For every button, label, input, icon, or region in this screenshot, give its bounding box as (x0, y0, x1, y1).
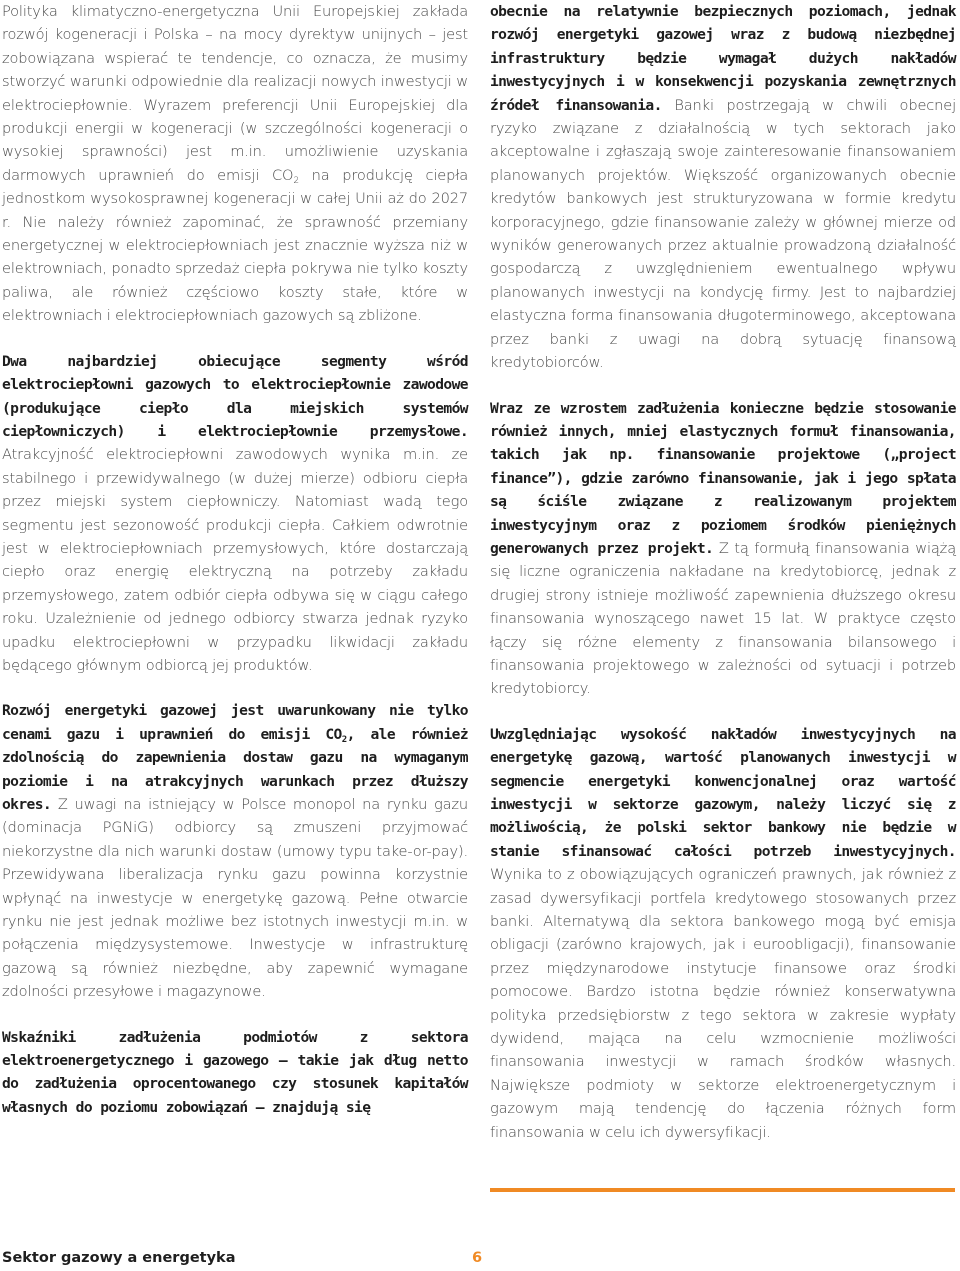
paragraph-lead: Wraz ze wzrostem zadłużenia konieczne będzie stosowanie również innych, mniej elastycznych formuł finansowania, takich jak np. finansowanie projektowe („project finance”), gdzie zarówno finansowanie, jak i jego spłata są ściśle związane z realizowanym projektem inwestycyjnym oraz z poziomem środków pieniężnych generowanych przez projekt. (490, 399, 956, 557)
paragraph-lead: Wskaźniki zadłużenia podmiotów z sektora elektroenergetycznego i gazowego – takie jak dług netto do zadłużenia oprocentowanego czy stosunek kapitałów własnych do poziomu zobowiązań – znajdują się (2, 1028, 468, 1116)
footer-title: Sektor gazowy a energetyka (2, 1250, 236, 1266)
left-column (2, 0, 468, 1141)
paragraph-finansowanie: obecnie na relatywnie bezpiecznych poziomach, jednak rozwój energetyki gazowej wraz z budową niezbędnej infrastruktury będzie wymagał dużych nakładów inwestycyjnych i w konsekwencji pozyskania zewnętrznych źródeł finansowania. Banki postrzegają w chwili obecnej ryzyko związane z działalnością w tych sektorach jako akceptowalne i zgłaszają swoje zainteresowanie finansowaniem planowanych projektów. Większość organizowanych obecnie kredytów bankowych jest strukturyzowana w formie kredytu korporacyjnego, gdzie finansowanie zależy w głównej mierze od wyników generowanych przez aktualnie prowadzoną działalność gospodarczą z uwzględnieniem ewentualnego wpływu planowanych inwestycji na kondycję firmy. Jest to najbardziej elastyczna forma finansowania długoterminowego, akceptowana przez banki z uwagi na dobrą sytuację finansową kredytobiorców. (490, 3, 956, 372)
paragraph-sektor-bankowy: Uwzględniając wysokość nakładów inwestycyjnych na energetykę gazową, wartość planowanych inwestycji w segmencie energetyki konwencjonalnej oraz wartość inwestycji w sektorze gazowym, należy liczyć się z możliwością, że polski sektor bankowy nie będzie w stanie sfinansować całości potrzeb inwestycyjnych. Wynika to z obowiązujących ograniczeń prawnych, jak również z zasad dywersyfikacji portfela kredytowego stosowanych przez banki. Alternatywą dla sektora bankowego mogą być emisja obligacji (zarówno krajowych, jak i euroobligacji), finansowanie przez międzynarodowe instytucje finansowe oraz środki pomocowe. Bardzo istotna będzie również konserwatywna polityka przedsiębiorstw z tego sektora w zakresie wypłaty dywidend, mająca na celu wzmocnienie możliwości finansowania inwestycji w ramach środków własnych. Największe podmioty w sektorze elektroenergetycznym i gazowym mają tendencję do łączenia różnych form finansowania w celu ich dywersyfikacji. (490, 725, 956, 1141)
accent-rule (490, 1188, 955, 1192)
paragraph-segmenty: Dwa najbardziej obiecujące segmenty wśród elektrociepłowni gazowych to elektrociepłownie zawodowe (produkujące ciepło dla miejskich systemów ciepłowniczych) i elektrociepłownie przemysłowe. Atrakcyjność elektrociepłowni zawodowych wynika m.in. ze stabilnego i przewidywalnego (w dużej mierze) odbioru ciepła przez miejski system ciepłowniczy. Natomiast wadą tego segmentu jest sezonowość produkcji ciepła. Całkiem odwrotnie jest w elektrociepłowniach przemysłowych, które dostarczają ciepło oraz energię elektryczną na potrzeby zakładu przemysłowego, zatem odbiór ciepła odbywa się w ciągu całego roku. Uzależnienie od jednego odbiorcy stwarza jednak ryzyko upadku elektrociepłowni w przypadku likwidacji zakładu będącego głównym odbiorcą jej produktów. (2, 352, 468, 674)
paragraph-project-finance: Wraz ze wzrostem zadłużenia konieczne będzie stosowanie również innych, mniej elastycznych formuł finansowania, takich jak np. finansowanie projektowe („project finance”), gdzie zarówno finansowanie, jak i jego spłata są ściśle związane z realizowanym projektem inwestycyjnym oraz z poziomem środków pieniężnych generowanych przez projekt. Z tą formułą finansowania wiążą się liczne ograniczenia nakładane na kredytobiorcę, jednak z drugiej strony istnieje możliwość zapewnienia dłuższego okresu finansowania wynoszącego nawet 15 lat. W praktyce często łączy się różne elementy z finansowania bilansowego i finansowania projektowego w zależności od sytuacji i potrzeb kredytobiorcy. (490, 399, 956, 698)
paragraph-rozwoj-energetyki: Rozwój energetyki gazowej jest uwarunkowany nie tylko cenami gazu i uprawnień do emisji $CO_2$, ale również zdolnością do zapewnienia dostaw gazu na wymaganym poziomie i na atrakcyjnych warunkach przez dłuższy okres. Z uwagi na istniejący w Polsce monopol na rynku gazu (dominacja PGNiG) odbiorcy są zmuszeni przyjmować niekorzystne dla nich warunki dostaw (umowy typu take-or-pay). Przewidywana liberalizacja rynku gazu powinna korzystnie wpłynąć na inwestycje w energetykę gazową. Pełne otwarcie rynku nie jest jednak możliwe bez istotnych inwestycji m.in. w połączenia międzysystemowe. Inwestycje w infrastrukturę gazową są również niezbędne, aby zapewnić wymagane zdolności przesyłowe i magazynowe. (2, 702, 469, 1001)
paragraph-lead: Rozwój energetyki gazowej jest uwarunkowany nie tylko cenami gazu i uprawnień do emisji $CO_2$, ale również zdolnością do zapewnienia dostaw gazu na wymaganym poziomie i na atrakcyjnych warunkach przez dłuższy okres. (2, 702, 469, 813)
paragraph-wskazniki (2, 1026, 468, 1120)
paragraph-lead: Uwzględniając wysokość nakładów inwestycyjnych na energetykę gazową, wartość planowanych inwestycji w segmencie energetyki konwencjonalnej oraz wartość inwestycji w sektorze gazowym, należy liczyć się z możliwością, że polski sektor bankowy nie będzie w stanie sfinansować całości potrzeb inwestycyjnych. (490, 725, 956, 860)
paragraph-lead: obecnie na relatywnie bezpiecznych poziomach, jednak rozwój energetyki gazowej wraz z budową niezbędnej infrastruktury będzie wymagał dużych nakładów inwestycyjnych i w konsekwencji pozyskania zewnętrznych źródeł finansowania. (490, 3, 956, 114)
paragraph-kogeneracja: Polityka klimatyczno-energetyczna Unii Europejskiej zakłada rozwój kogeneracji i Polska – na mocy dyrektyw unijnych – jest zobowiązana wspierać te tendencje, co oznacza, że musimy stworzyć warunki odpowiednie dla realizacji nowych inwestycji w elektrociepłownie. Wyrazem preferencji Unii Europejskiej dla produkcji energii w kogeneracji (w szczególności kogeneracji o wysokiej sprawności) jest m.in. umożliwienie uzyskania darmowych uprawnień do emisji $CO_2$ na produkcję ciepła jednostkom wysokosprawnej kogeneracji w całej Unii aż do 2027 r. Nie należy również zapominać, że sprawność przemiany energetycznej w elektrociepłowniach jest znacznie wyższa niż w elektrowniach, ponadto sprzedaż ciepła pokrywa nie tylko koszty paliwa, ale również częściowo koszty stałe, które w elektrowniach i elektrociepłowniach gazowych są zbliżone. (2, 3, 468, 325)
page-number: 6 (472, 1250, 483, 1266)
right-column (490, 0, 956, 1166)
page-footer (0, 1250, 960, 1270)
paragraph-lead: Dwa najbardziej obiecujące segmenty wśród elektrociepłowni gazowych to elektrociepłownie zawodowe (produkujące ciepło dla miejskich systemów ciepłowniczych) i elektrociepłownie przemysłowe. (2, 352, 468, 440)
